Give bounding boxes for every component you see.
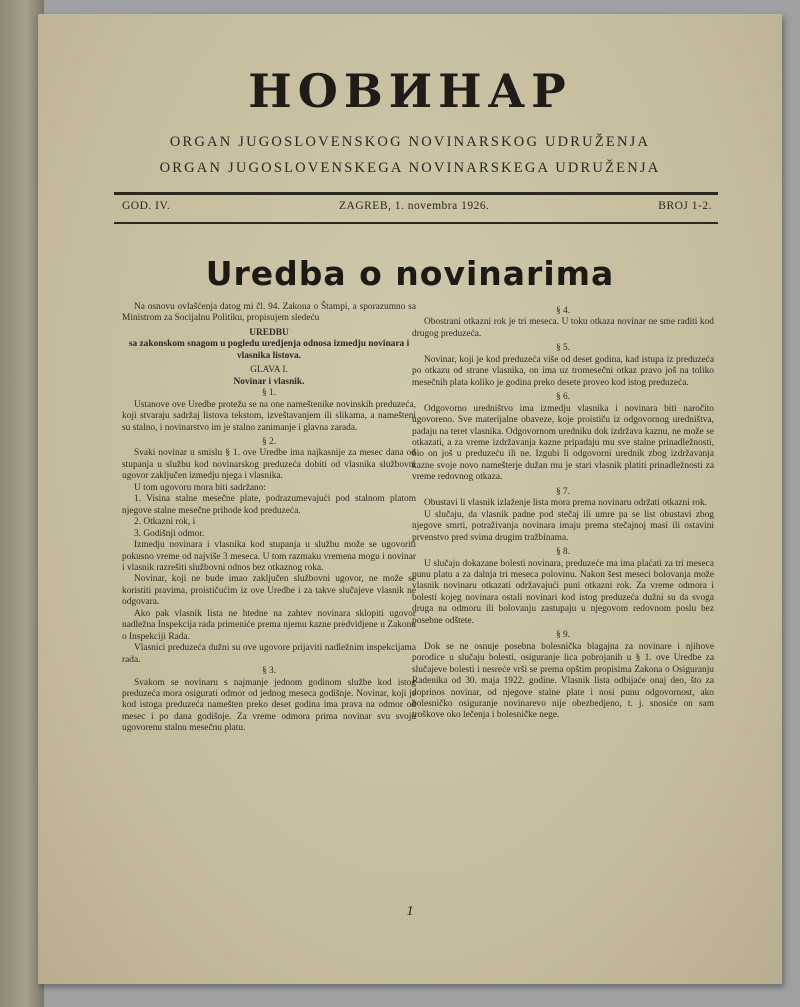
section-text: U tom ugovoru mora biti sadržano: bbox=[134, 482, 267, 493]
issue-year: GOD. IV. bbox=[122, 200, 171, 212]
section-heading: § 9. bbox=[555, 630, 571, 641]
decree-title: UREDBU bbox=[249, 327, 289, 338]
section-text: U slučaju, da vlasnik padne pod stečaj ili umre pa se list obustavi zbog njegove smrti, potraživanja novinara imaju prema stečajnoj masi ili ostavini prvenstvo pred svima drugim tražbinama. bbox=[412, 509, 714, 543]
section-heading: § 5. bbox=[555, 343, 571, 354]
section-text: Ustanove ove Uredbe protežu se na one nameštenike novinskih preduzeća, koji stvaraju sadržaj listova tekstom, izveštavanjem ili slikama, a namešteni su stalno, i novinarstvo im je stalno zanimanje i glavna zarada. bbox=[122, 399, 416, 433]
section-text: Dok se ne osnuje posebna bolesnička blagajna za novinare i njihove porodice u slučaju bolesti, osiguranje lica pobrojanih u § 1. ove Uredbe za slučajeve bolesti i nesreće vrši se prema opštim propisima Zakona o Osiguranju Radenika od 30. maja 1922. godine. Vlasnik lista odbijaće onaj deo, što za doprinos novinar, od njegove stalne plate i nosi punu odgovornost, ako bolesničko osiguranje novinarevo nije obezbedjeno, t. j. snosiće on sam troškove oko lečenja i bolesničke nege. bbox=[412, 641, 714, 721]
section-text: Obostrani otkazni rok je tri meseca. U toku otkaza novinar ne sme raditi kod drugog preduzeća. bbox=[412, 317, 714, 339]
section-text: Odgovorno uredništvo ima izmedju vlasnika i novinara biti naročito ugovoreno. Sve materijalne obaveze, koje proističu iz odgovornog uredništva, padaju na teret vlasnika. Odgovornom uredniku dok izdržava kaznu, ne može se otkazati, a za vreme izdržavanja kazne pripadaju mu sve stalne prinadležnosti, bio on još u preduzeću ili ne. Izgubi li odgovorni urednik zbog izdržavanja kazne svoje novo namešterje dužan mu je stari vlasnik platiti prinadležnosti za vreme redovnog otkaza. bbox=[412, 403, 714, 483]
section-text: Svaki novinar u smislu § 1. ove Uredbe ima najkasnije za mesec dana od stupanja u službu kod novinarskog preduzeća dobiti od vlasnika službovni ugovor zaključen izmedju njega i vlasnika. bbox=[122, 448, 416, 482]
newspaper-page bbox=[38, 14, 782, 984]
section-heading: § 7. bbox=[555, 486, 571, 497]
intro-paragraph: Na osnovu ovlašćenja datog mi čl. 94. Zakona o Štampi, a sporazumno sa Ministrom za Socijalnu Politiku, propisujem sledeću bbox=[122, 302, 416, 324]
decree-subtitle: sa zakonskom snagom u pogledu uredjenja odnosa izmedju novinara i vlasnika listova. bbox=[128, 339, 410, 361]
organ-line-1: ORGAN JUGOSLOVENSKOG NOVINARSKOG UDRUŽENJA bbox=[169, 134, 651, 150]
section-text: Svakom se novinaru s najmanje jednom godinom službe kod istog preduzeća mora osigurati odmor od jednog meseca godišnje. Novinar, koji je kod istoga preduzeća namešten preko deset godina ima prava na odmor od mesec i po dana godišnje. Za vreme odmora prima novinar svu svoju ugovorenu stalnu mesečnu platu. bbox=[122, 677, 416, 734]
section-text: Obustavi li vlasnik izlaženje lista mora prema novinaru održati otkazni rok. bbox=[424, 498, 707, 509]
masthead-title: НОВИНАР bbox=[248, 64, 572, 118]
list-item: 3. Godišnji odmor. bbox=[134, 528, 205, 539]
list-item: 2. Otkazni rok, i bbox=[134, 517, 196, 528]
section-heading: § 1. bbox=[261, 388, 277, 399]
right-column bbox=[412, 306, 714, 722]
section-heading: § 2. bbox=[261, 436, 277, 447]
chapter-title: Novinar i vlasnik. bbox=[233, 376, 305, 387]
section-text: Novinar, koji je kod preduzeća više od deset godina, kad istupa iz preduzeća po otkazu od strane vlasnika, on ima uz tromesečni otkaz pravo još na toliko mesečnih plata koliko je godina preko desete proveo kod istog preduzeća. bbox=[412, 354, 714, 388]
section-text: U slučaju dokazane bolesti novinara, preduzeće ma ima plaćati za tri meseca punu platu a za dalnja tri meseca polovinu. Nakon šest meseci bolovanja može vlasnik novinaru otkazati održavajući puni otkazni rok. Za vreme odmora i bolesti kojeg novinara ostali novinari kod istog preduzeća dužni su da svoga druga na odmoru ili bolovanju zastupaju u njegovom redovnom poslu bez posebne odštete. bbox=[412, 558, 714, 626]
list-item: 1. Visina stalne mesečne plate, podrazumevajući pod stalnom platom njegove stalne mesečne prihode kod preduzeća. bbox=[122, 494, 416, 516]
section-heading: § 8. bbox=[555, 547, 571, 558]
organ-line-2: ORGAN JUGOSLOVENSKEGA NOVINARSKEGA UDRUŽENJA bbox=[159, 160, 661, 176]
chapter-label: GLAVA I. bbox=[250, 365, 288, 376]
section-text: Ako pak vlasnik lista ne htedne na zahtev novinara sklopiti ugovor nadležna Inspekcija rada primeniće prema njemu kazne predvidjene u Zakonu o Inspekciji Rada. bbox=[122, 608, 416, 642]
article-headline: Uredba o novinarima bbox=[205, 254, 615, 293]
masthead-rule-top bbox=[114, 192, 718, 195]
issue-place-date: ZAGREB, 1. novembra 1926. bbox=[339, 200, 490, 212]
masthead-rule-bottom bbox=[114, 222, 718, 224]
left-column bbox=[122, 302, 416, 735]
issue-info-bar bbox=[122, 200, 712, 212]
section-heading: § 4. bbox=[555, 306, 571, 316]
page-number: 1 bbox=[406, 904, 414, 919]
section-heading: § 6. bbox=[555, 392, 571, 403]
section-text: Vlasnici preduzeća dužni su ove ugovore prijaviti nadležnim inspekcijama rada. bbox=[122, 643, 416, 665]
section-text: Izmedju novinara i vlasnika kod stupanja u službu može se ugovoriti pokusno vreme od najviše 3 meseca. U tom razmaku vremena mogu i novinar i vlasnik razrešiti službovni odnos bez otkaznog roka. bbox=[122, 540, 416, 573]
section-text: Novinar, koji ne bude imao zaključen službovni ugovor, ne može se koristiti pravima, proističućim iz ove Uredbe i za takve slučajeve vlasnik ne odgovara. bbox=[122, 574, 416, 608]
issue-number: BROJ 1-2. bbox=[658, 200, 712, 212]
section-heading: § 3. bbox=[261, 666, 277, 677]
